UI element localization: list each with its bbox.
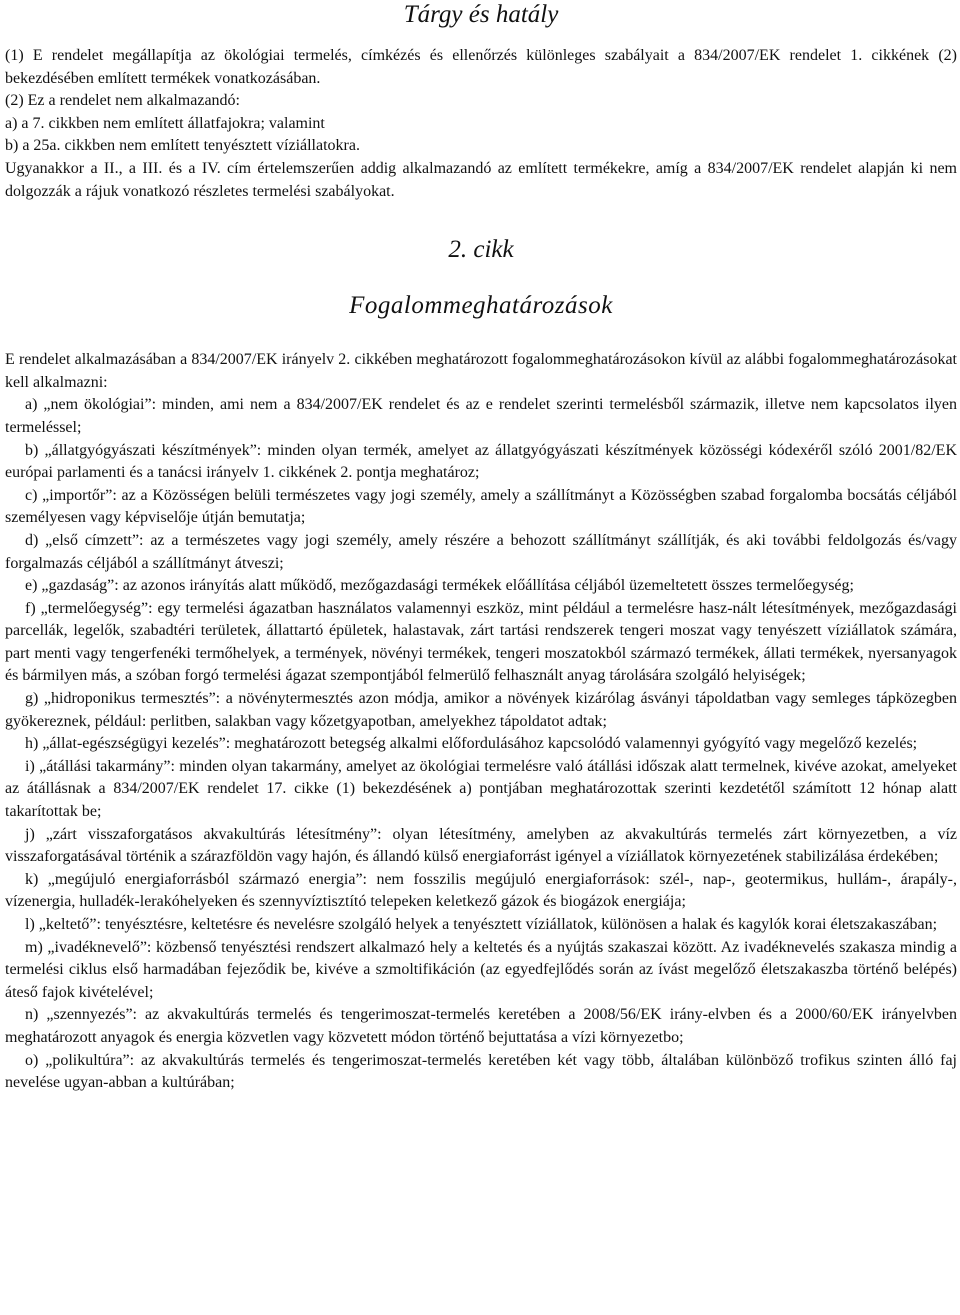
definition-item: d) „első címzett”: az a természetes vagy jogi személy, amely részére a behozott szállítmányt szállítják, és aki további feldolgozás és/vagy forgalmazás céljából a szállítmányt átveszi;	[5, 531, 957, 572]
paragraph-1: (1) E rendelet megállapítja az ökológiai termelés, címkézés és ellenőrzés különleges szabályait a 834/2007/EK rendelet 1. cikkének (2) bekezdésében említett termékek vonatkozásában.	[5, 47, 957, 87]
definition-item: h) „állat-egészségügyi kezelés”: meghatározott betegség alkalmi előfordulásához kapcsolódó valamennyi gyógyító vagy megelőző kezelés;	[25, 735, 918, 753]
definition-item: o) „polikultúra”: az akvakultúrás termelés és tengerimoszat-termelés keretében két vagy több, általában különböző trofikus szinten álló faj nevelése ugyan-abban a kultúrában;	[5, 1051, 957, 1092]
paragraph-exception: Ugyanakkor a II., a III. és a IV. cím értelemszerűen addig alkalmazandó az említett termékekre, amíg a 834/2007/EK rendelet alapján ki nem dolgozzák a rájuk vonatkozó részletes termelési szabályokat.	[5, 159, 957, 200]
definition-item: j) „zárt visszaforgatásos akvakultúrás létesítmény”: olyan létesítmény, amelyben az akvakultúrás termelés zárt környezetben, a víz visszaforgatásával történik a szárazföldön vagy hajón, és állandó külső energiaforrást igényel a víziállatok környezetének stabilizálása érdekében;	[5, 825, 957, 866]
paragraph-2b: b) a 25a. cikkben nem említett tenyésztett víziállatokra.	[5, 137, 360, 155]
definition-item: n) „szennyezés”: az akvakultúrás termelés és tengerimoszat-termelés keretében a 2008/56/EK irány-elvben és a 2000/60/EK irányelvben meghatározott anyagok és energia közvetlen vagy közvetett módon történő bejuttatása a vízi környezetbo;	[5, 1006, 957, 1046]
article-title: Fogalommeghatározások	[349, 292, 613, 320]
article-number: 2. cikk	[448, 236, 514, 264]
definition-item: g) „hidroponikus termesztés”: a növénytermesztés azon módja, amikor a növények kizárólag ásványi tápoldatban vagy semleges tápközegben gyökereznek, például: perlitben, salakban vagy kőzetgyapotban, amelyekhez tápoldatot adtak;	[5, 690, 957, 730]
definitions-section	[5, 349, 957, 1095]
definition-item: e) „gazdaság”: az azonos irányítás alatt működő, mezőgazdasági termékek előállítása céljából üzemeltetett összes termelőegység;	[25, 577, 854, 595]
section-title: Tárgy és hatály	[403, 1, 559, 28]
definition-item: a) „nem ökológiai”: minden, ami nem a 834/2007/EK rendelet és az e rendelet szerinti termelésből származik, illetve nem kapcsolatos ilyen termeléssel;	[5, 396, 957, 436]
definition-item: l) „keltető”: tenyésztésre, keltetésre és nevelésre szolgáló helyek a tenyésztett víziállatok, különösen a halak és kagylók korai életszakaszában;	[25, 916, 938, 933]
definition-item: i) „átállási takarmány”: minden olyan takarmány, amelyet az ökológiai termelésre való átállási időszak alatt termelnek, kivéve azokat, amelyeket az átállásnak a 834/2007/EK rendelet 17. cikke (1) bekezdésének a) pontjában meghatározottak szerinti kezdetétől számított 12 hónap alatt takarítottak be;	[5, 757, 957, 821]
section-scope	[5, 45, 957, 203]
definition-item: c) „importőr”: az a Közösségen belüli természetes vagy jogi személy, amely a szállítmányt a Közösségben szabad forgalomba bocsátás céljából személyesen vagy képviselője útján bemutatja;	[5, 486, 957, 527]
definition-item: f) „termelőegység”: egy termelési ágazatban használatos valamennyi eszköz, mint például a termelésre hasz-nált létesítmények, mezőgazdasági parcellák, legelők, szabadtéri területek, állattartó épületek, halastavak, zárt tartási rendszerek tengeri moszat vagy tenyészett víziállatok számára, part menti vagy tengerfenéki termőhelyek, a termények, növényi termékek, tengeri moszatokból származó termékek, állati termékek, nyersanyagok és bármilyen más, a szóban forgó termelési ágazat szempontjából felmerülő felhasznált anyag tárolására szolgáló helyiségek;	[5, 599, 957, 685]
definition-item: b) „állatgyógyászati készítmények”: minden olyan termék, amelyet az állatgyógyászati készítmények közösségi kódexéről szóló 2001/82/EK európai parlamenti és a tanácsi irányelv 1. cikkének 2. pontja meghatároz;	[5, 441, 957, 482]
definition-item: k) „megújuló energiaforrásból származó energia”: nem fosszilis megújuló energiaforrások: szél-, nap-, geotermikus, hullám-, árapály-, vízenergia, hulladék-lerakóhelyeken és szennyvíztisztító telepeken keletkező gázok és biogázok energiája;	[5, 870, 957, 911]
definitions-intro: E rendelet alkalmazásában a 834/2007/EK irányelv 2. cikkében meghatározott fogalommeghatározásokon kívül az alábbi fogalommeghatározásokat kell alkalmazni:	[5, 351, 957, 391]
paragraph-2a: a) a 7. cikkben nem említett állatfajokra; valamint	[5, 114, 325, 132]
definition-item: m) „ivadéknevelő”: közbenső tenyésztési rendszert alkalmazó hely a keltetés és a nyújtás szakaszai között. Az ivadéknevelés szakasza mindig a termelési ciklus első harmadában fejeződik be, kivéve a szmoltifikáción (az egyedfejlődés során az ívást megelőző életszakaszba történő belépés) áteső fajok kivételével;	[5, 938, 957, 1001]
paragraph-2: (2) Ez a rendelet nem alkalmazandó:	[5, 92, 240, 110]
